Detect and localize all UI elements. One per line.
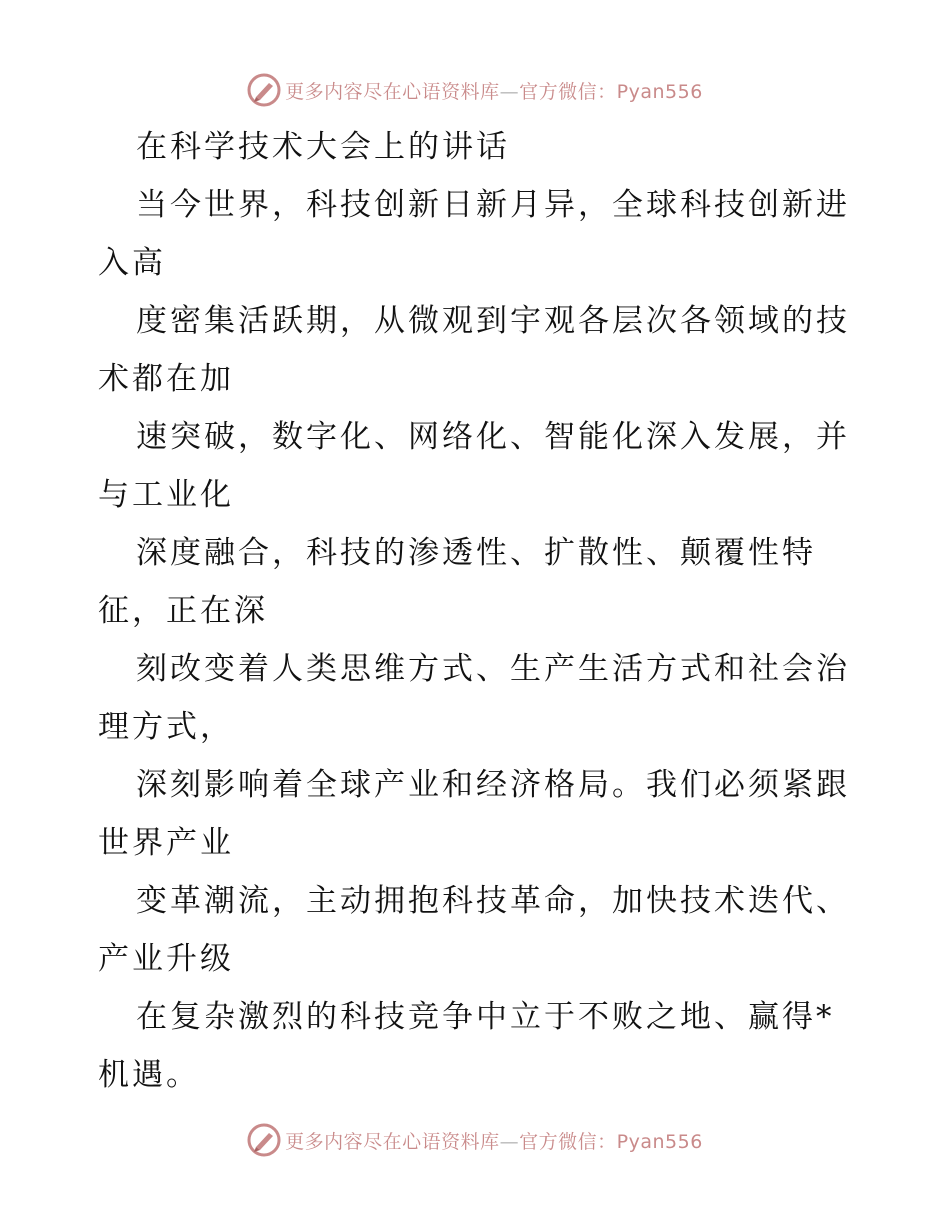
paragraph-line: 机遇。 <box>98 1057 200 1093</box>
watermark-text: 更多内容尽在心语资料库—官方微信：Pyan556 <box>285 1130 703 1153</box>
watermark-text: 更多内容尽在心语资料库—官方微信：Pyan556 <box>285 80 703 103</box>
pen-logo-icon <box>247 1123 281 1157</box>
paragraph-line: 变革潮流，主动拥抱科技革命，加快技术迭代、 <box>136 883 850 919</box>
paragraph-line: 深刻影响着全球产业和经济格局。我们必须紧跟 <box>136 767 850 803</box>
paragraph-line: 深度融合，科技的渗透性、扩散性、颠覆性特 <box>136 535 816 571</box>
paragraph-line: 当今世界，科技创新日新月异，全球科技创新进 <box>136 187 850 223</box>
pen-logo-icon <box>247 73 281 107</box>
paragraph-line: 征，正在深 <box>98 593 268 629</box>
paragraph-line: 与工业化 <box>98 477 234 513</box>
paragraph-line: 世界产业 <box>98 825 234 861</box>
paragraph-line: 产业升级 <box>98 941 234 977</box>
paragraph-line: 刻改变着人类思维方式、生产生活方式和社会治 <box>136 651 850 687</box>
paragraph-line: 在复杂激烈的科技竞争中立于不败之地、赢得* <box>136 999 835 1035</box>
watermark-footer <box>0 1120 950 1160</box>
paragraph-line: 速突破，数字化、网络化、智能化深入发展，并 <box>136 419 850 455</box>
paragraph-line: 入高 <box>98 245 166 281</box>
paragraph-line: 术都在加 <box>98 361 234 397</box>
paragraph-line: 理方式， <box>98 709 234 745</box>
watermark-header <box>0 70 950 110</box>
document-title: 在科学技术大会上的讲话 <box>136 129 510 165</box>
document-body <box>98 118 858 1104</box>
paragraph-line: 度密集活跃期，从微观到宇观各层次各领域的技 <box>136 303 850 339</box>
